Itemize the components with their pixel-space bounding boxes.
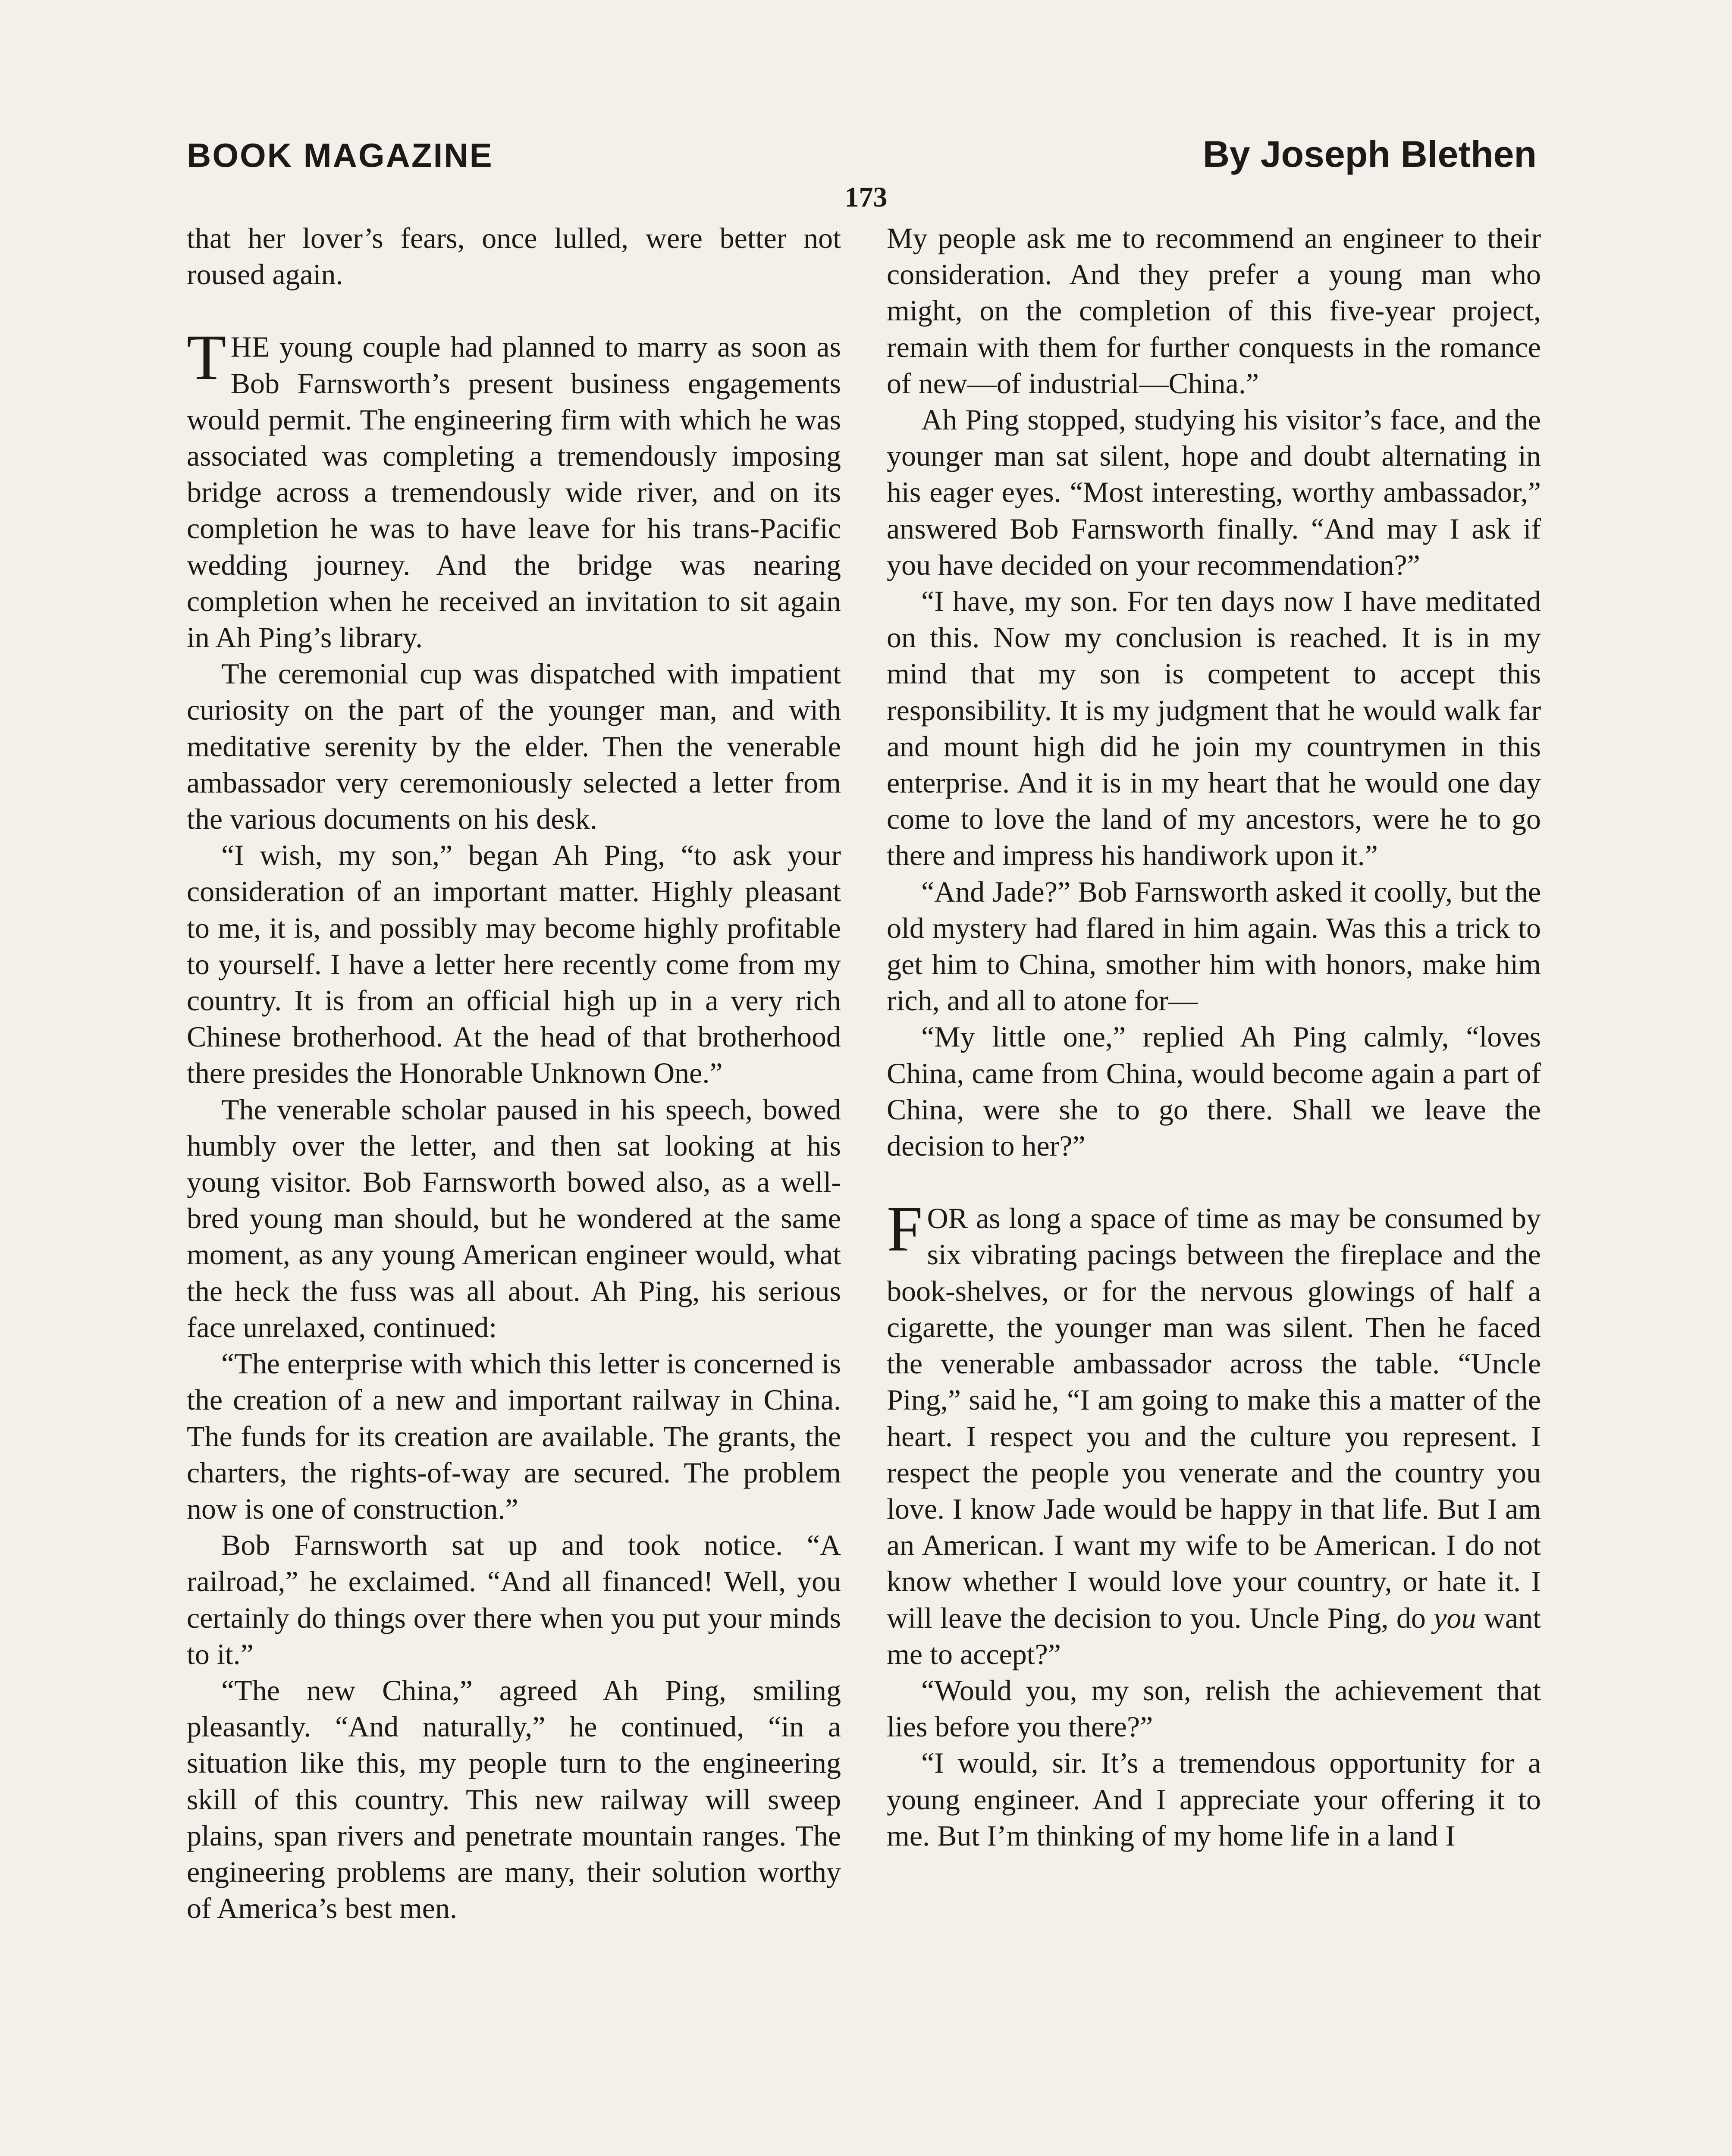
paragraph-dropcap — [887, 1193, 1541, 1672]
author-byline: By Joseph Blethen — [1202, 134, 1537, 175]
paragraph: “My little one,” replied Ah Ping calmly, “loves China, came from China, would become again a part of China, were she to go there. Shall we leave the decision to her?” — [887, 1020, 1541, 1163]
paragraph: My people ask me to recommend an engineer to their consideration. And they prefer a young man who might, on the completion of this five-year project, remain with them for further conquests in the romance of new—of industrial—China.” — [887, 222, 1541, 400]
paragraph: “The enterprise with which this letter is concerned is the creation of a new and important railway in China. The funds for its creation are available. The grants, the charters, the rights-of-way are secured. The problem now is one of construction.” — [187, 1347, 841, 1525]
paragraph: “The new China,” agreed Ah Ping, smiling pleasantly. “And naturally,” he continued, “in a situation like this, my people turn to the engineering skill of this country. This new railway will sweep plains, span rivers and penetrate mountain ranges. The engineering problems are many, their solution worthy of America’s best men. — [187, 1673, 841, 1925]
paragraph: “I wish, my son,” began Ah Ping, “to ask your consideration of an important matter. Highly pleasant to me, it is, and possibly may become highly profitable to yourself. I have a letter here recently come from my country. It is from an official high up in a very rich Chinese brotherhood. At the head of that brotherhood there presides the Honorable Unknown One.” — [187, 839, 841, 1090]
paragraph-dropcap — [187, 322, 841, 655]
paragraph: “I would, sir. It’s a tremendous opportunity for a young engineer. And I appreciate your offering it to me. But I’m thinking of my home life in a land I — [887, 1746, 1541, 1852]
paragraph-text: OR as long a space of time as may be consumed by six vibrating pacings between the fireplace and the book-shelves, or for the nervous glowings of half a cigarette, the younger man was silent. Then he faced the venerable ambassador across the table. “Uncle Ping,” said he, “I am going to make this a matter of the heart. I respect you and the culture you represent. I respect the people you venerate and the country you love. I know Jade would be happy in that life. But I am an American. I want my wife to be American. I do not know whether I would love your country, or hate it. I will leave the decision to you. Uncle Ping, do — [887, 1202, 1541, 1634]
paragraph: “Would you, my son, relish the achievement that lies before you there?” — [887, 1673, 1541, 1743]
drop-cap: F — [887, 1193, 923, 1265]
publication-title: BOOK MAGAZINE — [187, 136, 493, 174]
paragraph: “I have, my son. For ten days now I have meditated on this. Now my conclusion is reached. It is in my mind that my son is competent to accept this responsibility. It is my judgment that he would walk far and mount high did he join my countrymen in this enterprise. And it is in my heart that he would one day come to love the land of my ancestors, were he to go there and impress his handiwork upon it.” — [887, 585, 1541, 872]
italic-emphasis: you — [1434, 1601, 1476, 1634]
drop-cap: T — [187, 322, 226, 394]
paragraph: The venerable scholar paused in his speech, bowed humbly over the letter, and then sat looking at his young visitor. Bob Farnsworth bowed also, as a well-bred young man should, but he wondered at the same moment, as any young American engineer would, what the heck the fuss was all about. Ah Ping, his serious face unrelaxed, continued: — [187, 1093, 841, 1344]
paragraph: Bob Farnsworth sat up and took notice. “A railroad,” he exclaimed. “And all financed! Well, you certainly do things over there when you put your minds to it.” — [187, 1529, 841, 1670]
running-head — [187, 136, 1537, 179]
paragraph-text: HE young couple had planned to marry as soon as Bob Farnsworth’s present business engagements would permit. The engineering firm with which he was associated was completing a tremendously imposing bridge across a tremendously wide river, and on its completion he was to have leave for his trans-Pacific wedding journey. And the bridge was nearing completion when he received an invitation to sit again in Ah Ping’s library. — [187, 330, 841, 654]
left-column — [187, 220, 841, 1926]
right-column — [887, 220, 1541, 1854]
paragraph: “And Jade?” Bob Farnsworth asked it coolly, but the old mystery had flared in him again. Was this a trick to get him to China, smother him with honors, make him rich, and all to atone for— — [887, 875, 1541, 1017]
paragraph: The ceremonial cup was dispatched with impatient curiosity on the part of the younger man, and with meditative serenity by the elder. Then the venerable ambassador very ceremoniously selected a letter from the various documents on his desk. — [187, 657, 841, 836]
paragraph: that her lover’s fears, once lulled, were better not roused again. — [187, 222, 841, 291]
paragraph-text-end: want me to accept?” — [887, 1601, 1541, 1670]
paragraph: Ah Ping stopped, studying his visitor’s face, and the younger man sat silent, hope and doubt alternating in his eager eyes. “Most interesting, worthy ambassador,” answered Bob Farnsworth finally. “And may I ask if you have decided on your recommendation?” — [887, 403, 1541, 581]
page-number: 173 — [844, 182, 888, 213]
